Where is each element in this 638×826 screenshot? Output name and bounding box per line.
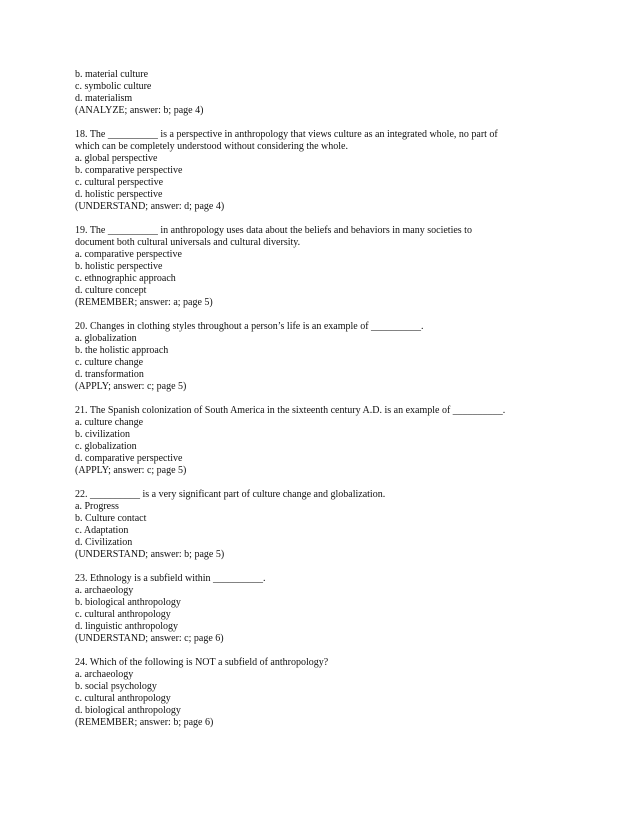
question-text: which can be completely understood without considering the whole.	[75, 141, 348, 152]
answer-option: d. comparative perspective	[75, 453, 183, 464]
document-page	[75, 69, 615, 741]
answer-option: c. cultural anthropology	[75, 609, 171, 620]
answer-option: a. comparative perspective	[75, 249, 182, 260]
question-text: 22. __________ is a very significant part of culture change and globalization.	[75, 489, 386, 500]
option-c: c. symbolic culture	[75, 81, 152, 92]
answer-option: c. ethnographic approach	[75, 273, 176, 284]
question-block	[75, 225, 615, 309]
answer-option: c. Adaptation	[75, 525, 129, 536]
answer-option: b. social psychology	[75, 681, 157, 692]
answer-option: d. culture concept	[75, 285, 147, 296]
answer-option: d. transformation	[75, 369, 144, 380]
question-text: 20. Changes in clothing styles throughout a person’s life is an example of __________.	[75, 321, 424, 332]
answer-key: (REMEMBER; answer: b; page 6)	[75, 717, 214, 728]
answer-option: b. holistic perspective	[75, 261, 163, 272]
question-block	[75, 129, 615, 213]
answer-key: (APPLY; answer: c; page 5)	[75, 381, 187, 392]
question-text: 18. The __________ is a perspective in anthropology that views culture as an integrated whole, no part of	[75, 129, 498, 140]
answer-key: (UNDERSTAND; answer: c; page 6)	[75, 633, 224, 644]
answer-key: (APPLY; answer: c; page 5)	[75, 465, 187, 476]
question-block	[75, 321, 615, 393]
answer-option: b. biological anthropology	[75, 597, 181, 608]
answer-option: b. comparative perspective	[75, 165, 183, 176]
answer-option: a. Progress	[75, 501, 119, 512]
answer-key: (ANALYZE; answer: b; page 4)	[75, 105, 204, 116]
question-block	[75, 573, 615, 645]
question-block	[75, 657, 615, 729]
question-block	[75, 489, 615, 561]
answer-option: a. archaeology	[75, 585, 134, 596]
answer-key: (UNDERSTAND; answer: b; page 5)	[75, 549, 225, 560]
option-d: d. materialism	[75, 93, 133, 104]
option-b: b. material culture	[75, 69, 149, 80]
question-block	[75, 405, 615, 477]
question-text: 24. Which of the following is NOT a subfield of anthropology?	[75, 657, 329, 668]
answer-option: c. culture change	[75, 357, 144, 368]
answer-key: (UNDERSTAND; answer: d; page 4)	[75, 201, 225, 212]
answer-option: a. archaeology	[75, 669, 134, 680]
answer-option: a. culture change	[75, 417, 144, 428]
question-text: 19. The __________ in anthropology uses data about the beliefs and behaviors in many societies to	[75, 225, 472, 236]
answer-option: b. Culture contact	[75, 513, 147, 524]
answer-option: b. civilization	[75, 429, 130, 440]
question-text: 21. The Spanish colonization of South America in the sixteenth century A.D. is an example of __________.	[75, 405, 506, 416]
question-text: document both cultural universals and cultural diversity.	[75, 237, 301, 248]
answer-option: c. cultural perspective	[75, 177, 164, 188]
answer-key: (REMEMBER; answer: a; page 5)	[75, 297, 213, 308]
answer-option: b. the holistic approach	[75, 345, 169, 356]
answer-option: c. cultural anthropology	[75, 693, 171, 704]
answer-option: c. globalization	[75, 441, 137, 452]
answer-option: d. linguistic anthropology	[75, 621, 179, 632]
answer-option: d. Civilization	[75, 537, 133, 548]
question-text: 23. Ethnology is a subfield within __________.	[75, 573, 266, 584]
answer-option: a. globalization	[75, 333, 137, 344]
question-list	[75, 129, 615, 729]
answer-option: a. global perspective	[75, 153, 158, 164]
answer-option: d. holistic perspective	[75, 189, 163, 200]
question-17-continuation	[75, 69, 615, 117]
answer-option: d. biological anthropology	[75, 705, 181, 716]
